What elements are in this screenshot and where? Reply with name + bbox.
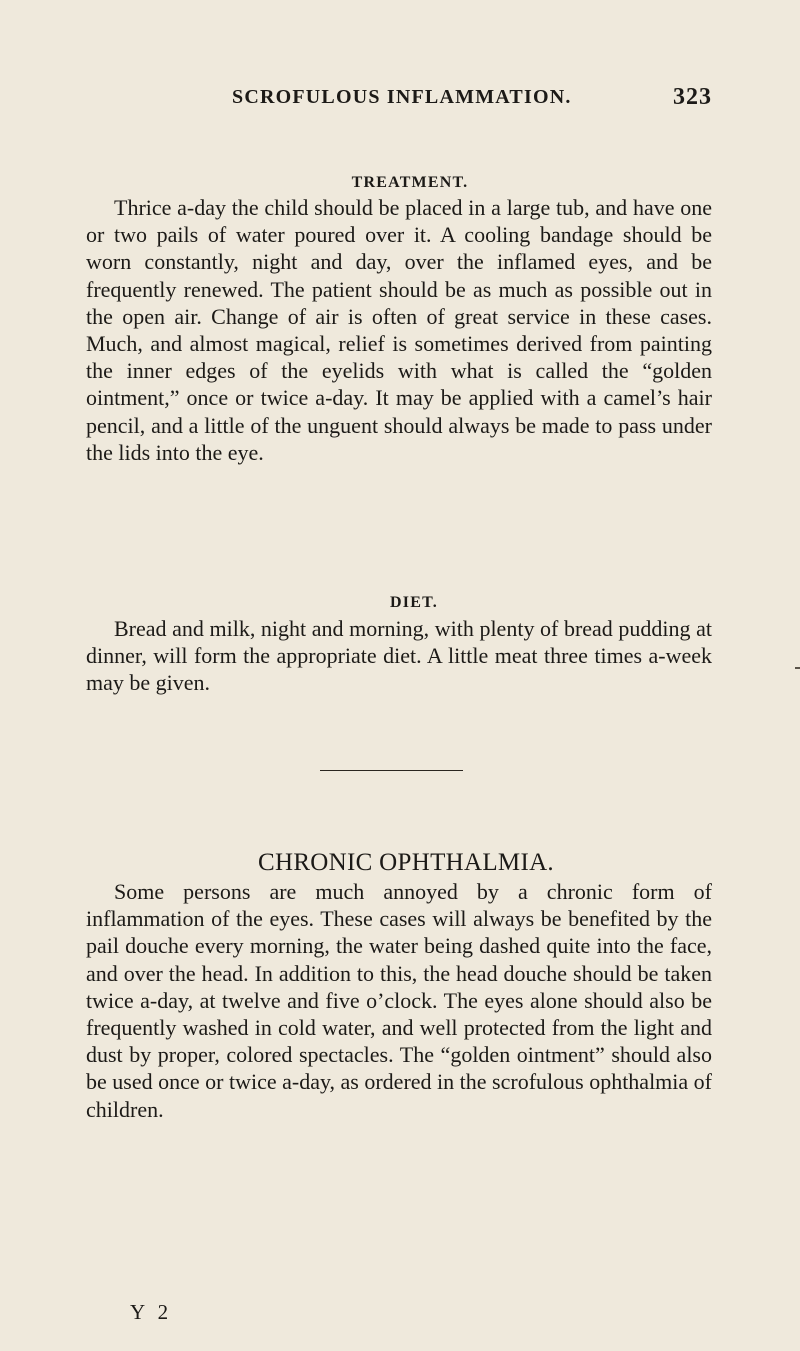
running-title: SCROFULOUS INFLAMMATION.: [232, 86, 572, 108]
treatment-text: Thrice a-day the child should be placed in a large tub, and have one or two pails of water poured over it. A cooling bandage should be worn constantly, night and day, over the inflamed eyes, and be frequently renewed. The patient should be as much as possible out in the open air. Change of air is often of great service in these cases. Much, and almost magical, relief is sometimes derived from painting the inner edges of the eyelids with what is called the “golden ointment,” once or twice a-day. It may be applied with a camel’s hair pencil, and a little of the unguent should always be made to pass under the lids into the eye.: [86, 195, 712, 465]
diet-heading: DIET.: [390, 594, 438, 611]
diet-paragraph: [86, 615, 712, 697]
section-divider: [320, 770, 463, 771]
diet-text: Bread and milk, night and morning, with plenty of bread pudding at dinner, will form the appropriate diet. A little meat three times a-week may be given.: [86, 616, 712, 696]
margin-mark: [795, 667, 800, 669]
page-number: 323: [673, 84, 712, 110]
chronic-ophthalmia-heading: CHRONIC OPHTHALMIA.: [258, 849, 554, 876]
chronic-text: Some persons are much annoyed by a chronic form of inflammation of the eyes. These cases will always be benefited by the pail douche every morning, the water being dashed quite into the face, and over the head. In addition to this, the head douche should be taken twice a-day, at twelve and five o’clock. The eyes alone should also be frequently washed in cold water, and well protected from the light and dust by proper, colored spectacles. The “golden ointment” should also be used once or twice a-day, as ordered in the scrofulous ophthalmia of children.: [86, 879, 712, 1122]
chronic-paragraph: [86, 878, 712, 1123]
treatment-paragraph: [86, 194, 712, 466]
signature-mark: Y 2: [130, 1300, 173, 1324]
treatment-heading: TREATMENT.: [351, 174, 469, 191]
running-head: [222, 86, 712, 116]
